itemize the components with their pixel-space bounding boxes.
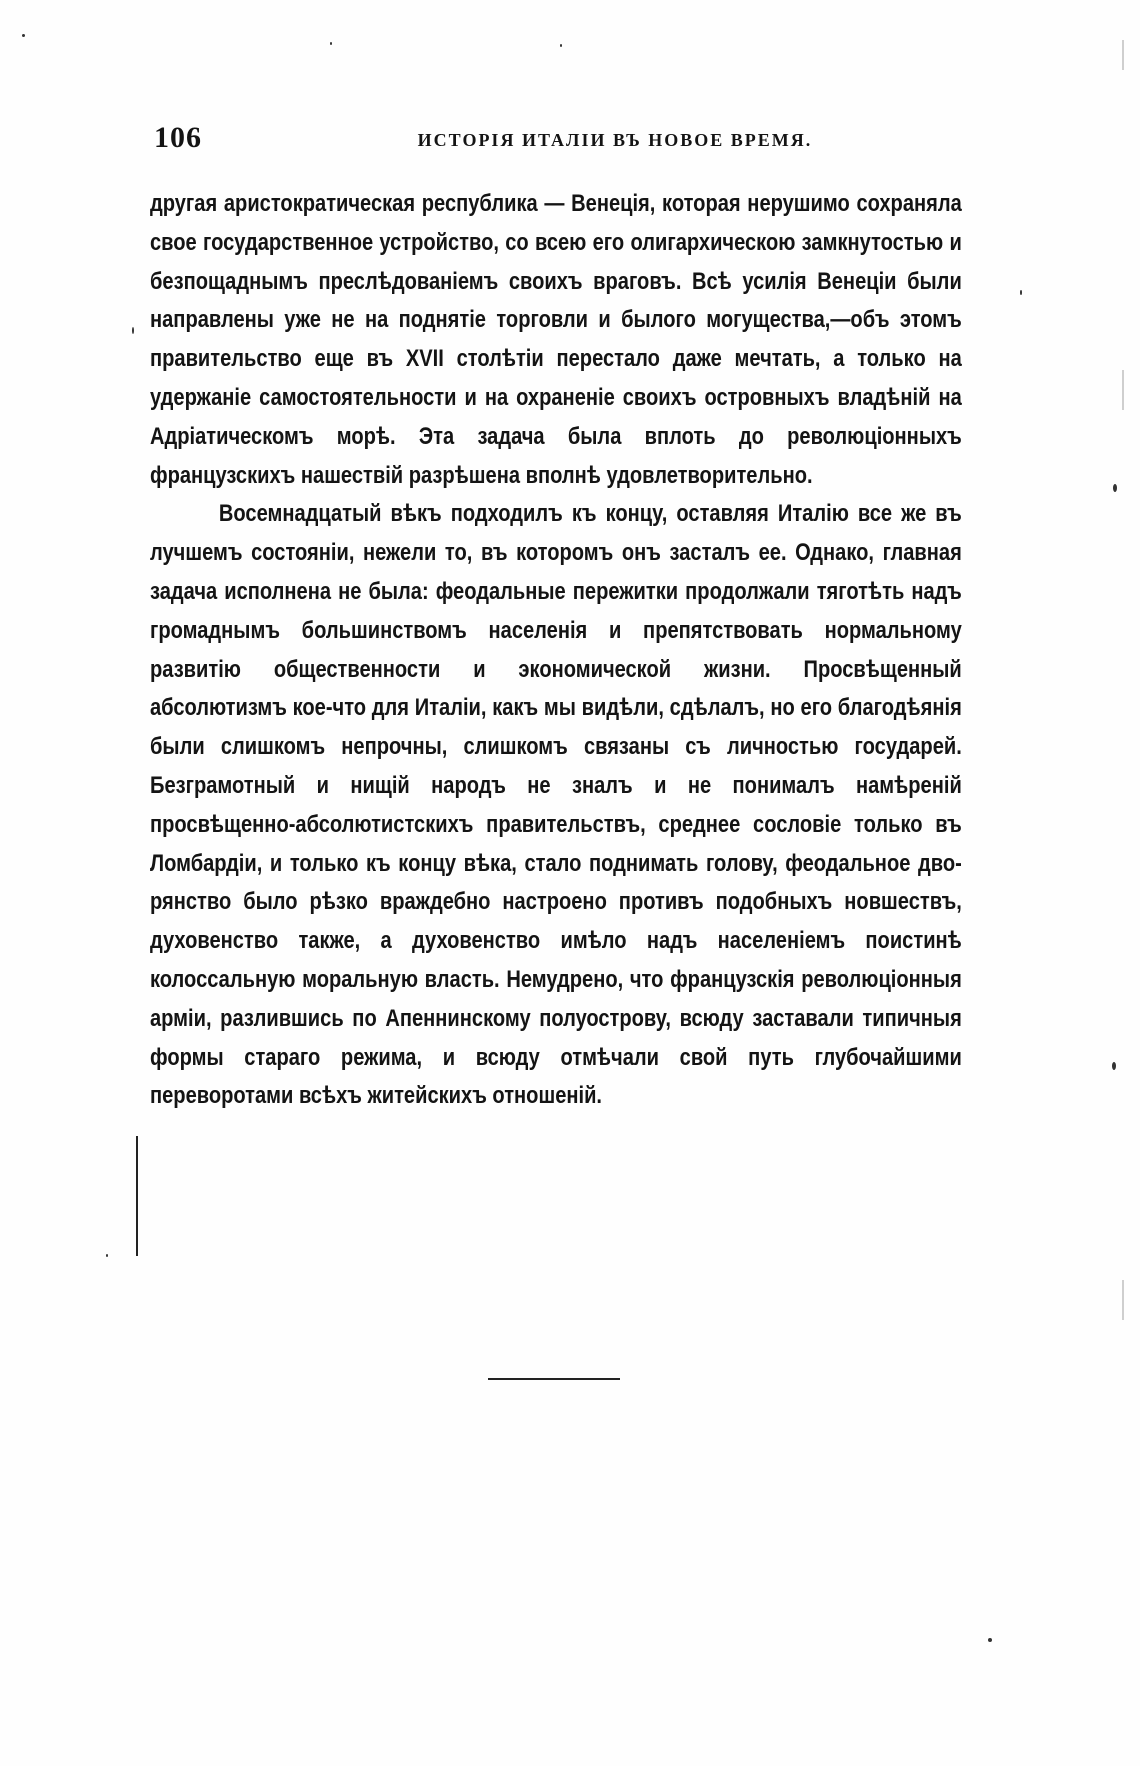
ink-speck [1113, 484, 1117, 492]
chapter-end-rule [488, 1378, 620, 1380]
ink-speck [1020, 290, 1022, 295]
paragraph-1: другая аристократическая республика — Венеція, которая нерушимо сохраняла свое государственное устройство, со всею его олигархическою замкнутостью и безпощаднымъ преслѣдованіемъ своихъ враговъ. Всѣ усилія Венеціи были направлены уже не на поднятіе торговли и былого могущества,—объ этомъ правительство еще въ XVII столѣтіи перестало даже мечтать, а только на удержаніе самостоятельности и на охраненіе своихъ островныхъ владѣній на Адріатическомъ морѣ. Эта задача была вплоть до революціонныхъ французскихъ нашествій разрѣшена вполнѣ удовлетворительно. [150, 190, 962, 489]
ink-speck [22, 34, 25, 37]
scan-edge-mark [1122, 40, 1124, 70]
body-text-column [150, 185, 962, 1116]
running-title: ИСТОРІЯ ИТАЛІИ ВЪ НОВОЕ ВРЕМЯ. [417, 130, 813, 150]
margin-bracket-mark [136, 1136, 144, 1256]
scan-edge-mark [1122, 370, 1124, 410]
running-head [150, 118, 962, 158]
ink-speck [1112, 1062, 1116, 1070]
body-text [150, 185, 962, 1116]
scan-edge-mark [1122, 1280, 1124, 1320]
ink-speck [330, 42, 332, 45]
ink-speck [106, 1254, 108, 1257]
ink-speck [988, 1638, 992, 1642]
ink-speck [132, 327, 134, 334]
ink-speck [560, 44, 562, 47]
paragraph-2: Восемнадцатый вѣкъ подходилъ къ концу, оставляя Италію все же въ лучшемъ состояніи, нежели то, въ которомъ онъ засталъ ее. Однако, главная задача исполнена не была: феодальные пережитки продолжали тяготѣть надъ громаднымъ большинствомъ населенія и препятствовать нормальному развитію общественности и экономической жизни. Просвѣщенный абсолютизмъ кое-что для Италіи, какъ мы видѣли, сдѣлалъ, но его благодѣянія были слишкомъ непрочны, слишкомъ связаны съ личностью государей. Безграмотный и нищій народъ не зналъ и не понималъ намѣреній просвѣщенно-абсолютистскихъ правительствъ, среднее сословіе только въ Ломбардіи, и только къ концу вѣка, стало поднимать голову, феодальное дворянство было рѣзко враждебно настроено противъ подобныхъ новшествъ, духовенство также, а духовенство имѣло надъ населеніемъ поистинѣ колоссальную моральную власть. Немудрено, что французскія революціонныя арміи, разлившись по Апеннинскому полуострову, всюду заставали типичныя формы стараго режима, и всюду отмѣчали свой путь глубочайшими переворотами всѣхъ житейскихъ отношеній. [150, 500, 962, 1110]
page-number: 106 [154, 121, 202, 154]
